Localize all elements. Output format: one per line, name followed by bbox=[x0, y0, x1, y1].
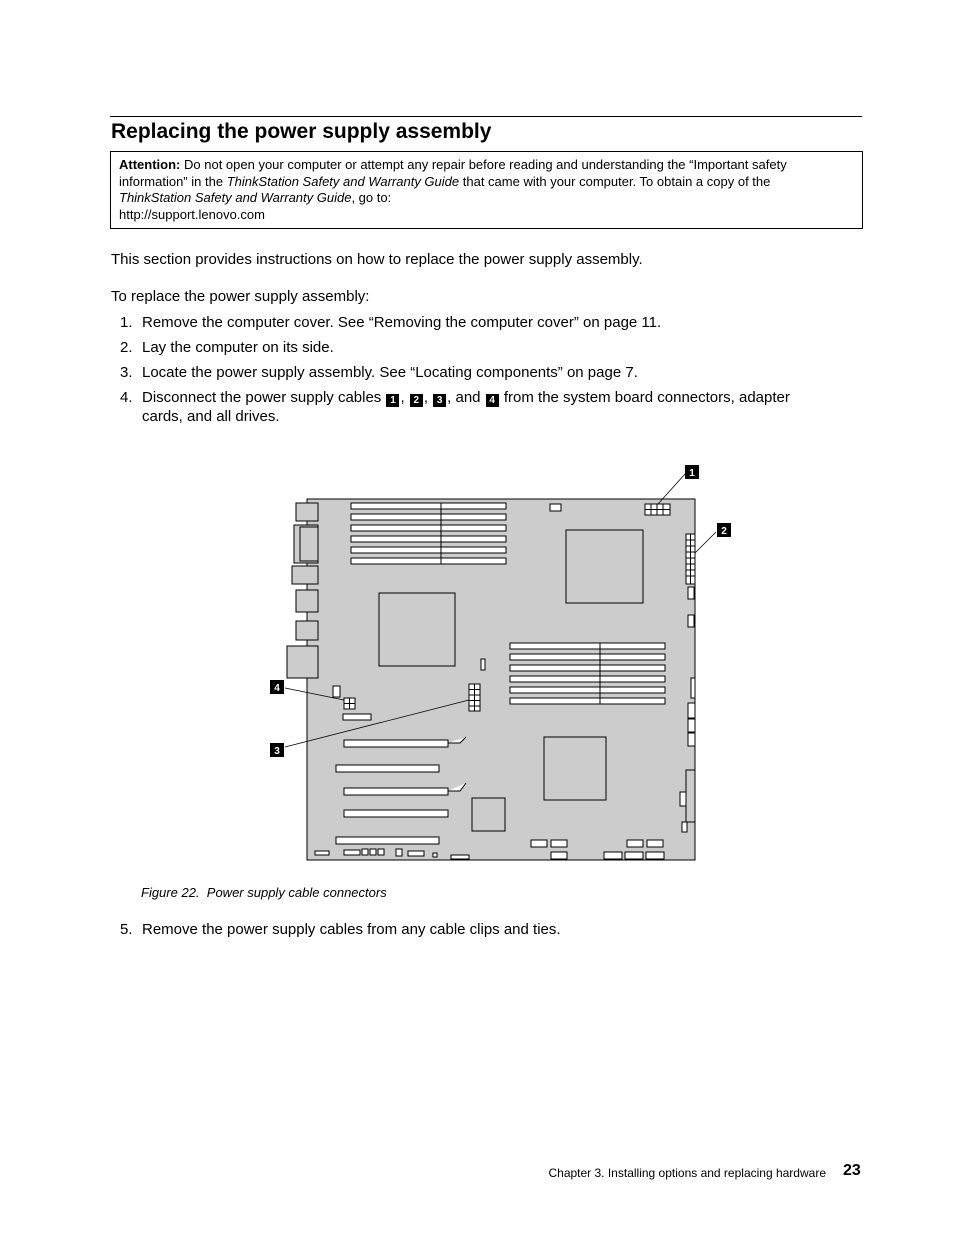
step-text-b: from the system board connectors, adapter bbox=[503, 389, 790, 406]
svg-text:3: 3 bbox=[274, 746, 280, 757]
svg-text:1: 1 bbox=[689, 468, 695, 479]
attention-text-3: , go to: bbox=[351, 190, 392, 205]
figure-callout-4 bbox=[270, 680, 284, 694]
footer-chapter: Chapter 3. Installing options and replacing hardware bbox=[548, 1166, 826, 1180]
power-connector-1 bbox=[645, 504, 670, 515]
callout-2-badge: 2 bbox=[410, 394, 423, 407]
attention-guide-1: ThinkStation Safety and Warranty Guide bbox=[226, 173, 460, 189]
power-connector-2 bbox=[686, 534, 695, 584]
step-number: 4. bbox=[120, 389, 133, 406]
page-number: 23 bbox=[843, 1162, 861, 1179]
step-number: 2. bbox=[120, 339, 133, 356]
callout-3-badge: 3 bbox=[433, 394, 446, 407]
step-number: 3. bbox=[120, 364, 133, 381]
power-connector-4 bbox=[344, 698, 355, 709]
intro-paragraph: This section provides instructions on how to replace the power supply assembly. bbox=[111, 251, 643, 268]
separator: , bbox=[423, 389, 428, 406]
step-text: Lay the computer on its side. bbox=[142, 339, 334, 356]
figure-caption-text: Power supply cable connectors bbox=[206, 885, 387, 900]
figure-caption bbox=[141, 885, 387, 900]
svg-text:4: 4 bbox=[274, 683, 280, 694]
step-number: 5. bbox=[120, 921, 133, 938]
svg-text:2: 2 bbox=[721, 526, 727, 537]
system-board bbox=[287, 499, 695, 860]
power-connector-3 bbox=[469, 684, 480, 711]
attention-text-2: that came with your computer. To obtain a copy of the bbox=[462, 173, 771, 189]
procedure-intro: To replace the power supply assembly: bbox=[111, 288, 370, 305]
section-title: Replacing the power supply assembly bbox=[111, 120, 492, 143]
figure-caption-label: Figure 22. bbox=[141, 885, 200, 900]
figure-callout-3 bbox=[270, 743, 284, 757]
attention-text-1: Do not open your computer or attempt any repair before reading and understanding the “Important safety information” in the bbox=[119, 157, 787, 189]
attention-url: http://support.lenovo.com bbox=[119, 206, 265, 222]
figure-callout-1 bbox=[685, 465, 699, 479]
step-number: 1. bbox=[120, 314, 133, 331]
callout-4-badge: 4 bbox=[486, 394, 499, 407]
attention-label: Attention: bbox=[119, 157, 181, 172]
step-text: Remove the computer cover. See “Removing the computer cover” on page 11. bbox=[142, 314, 662, 331]
callout-1-badge: 1 bbox=[386, 394, 399, 407]
step-text: Remove the power supply cables from any cable clips and ties. bbox=[142, 921, 561, 938]
separator: , and bbox=[447, 389, 481, 406]
attention-guide-2: ThinkStation Safety and Warranty Guide bbox=[119, 190, 352, 205]
separator: , bbox=[400, 389, 405, 406]
step-text-continued: cards, and all drives. bbox=[142, 408, 280, 425]
figure-callout-2 bbox=[717, 523, 731, 537]
step-text-a: Disconnect the power supply cables bbox=[142, 389, 382, 406]
step-text: Locate the power supply assembly. See “Locating components” on page 7. bbox=[142, 364, 638, 381]
